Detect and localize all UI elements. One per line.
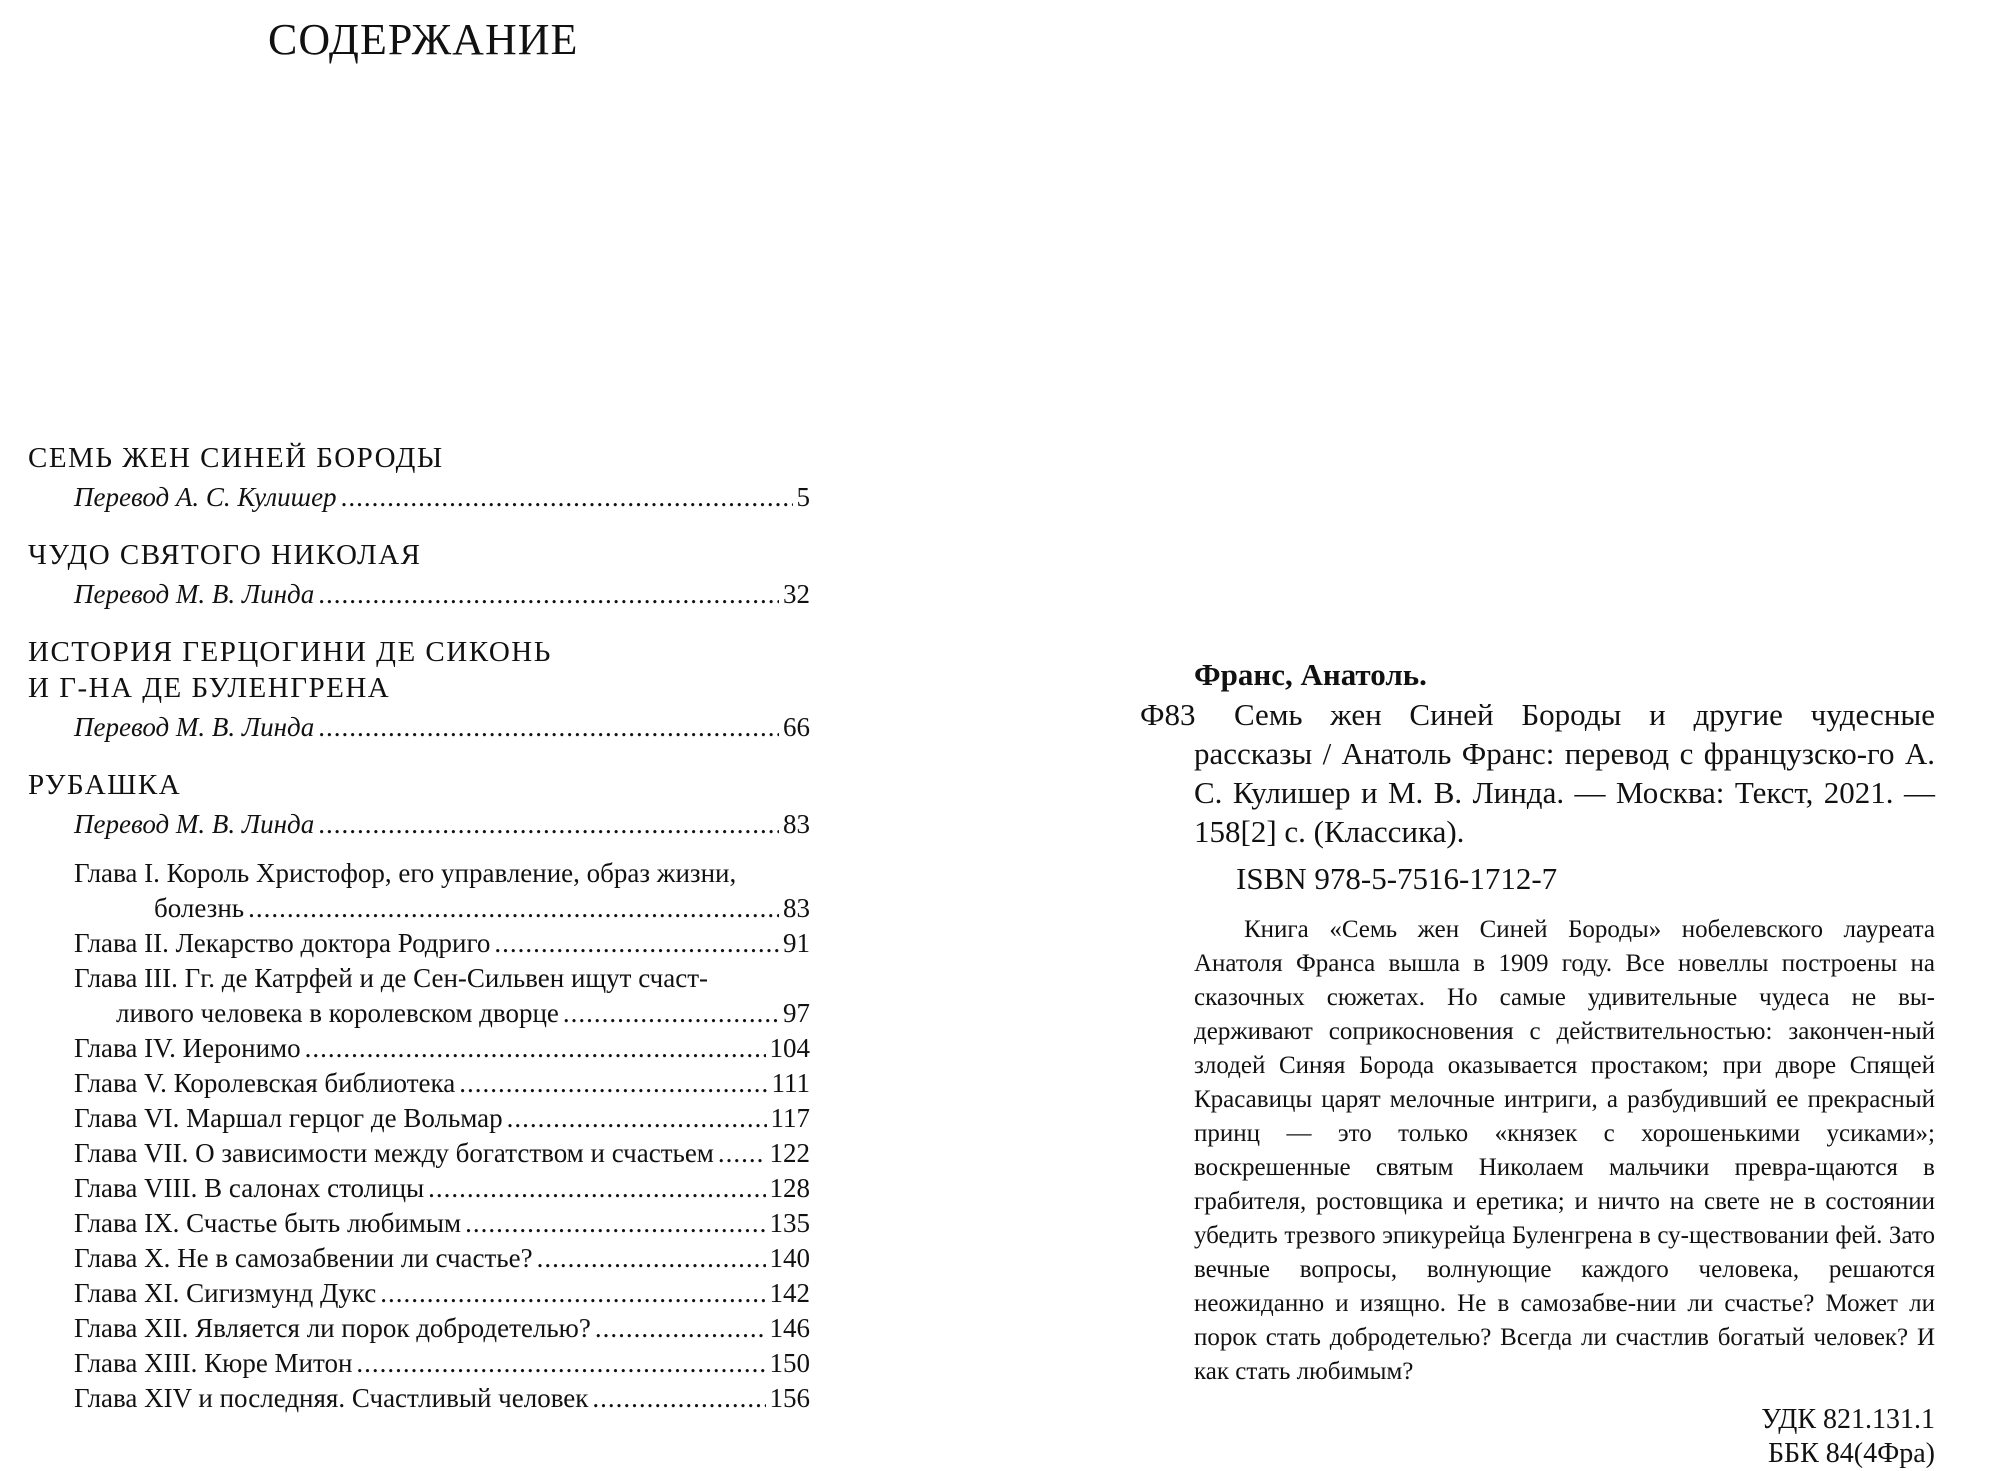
- chapter-title: Глава VII. О зависимости между богатством и счастьем: [74, 1138, 714, 1168]
- toc-section: [28, 634, 810, 745]
- toc-section: [28, 767, 810, 842]
- chapter-entry: [28, 1276, 810, 1311]
- catalog-card: [1140, 655, 1935, 1471]
- page-number: 117: [770, 1103, 810, 1133]
- chapter-title: Глава III. Гг. де Катрфей и де Сен-Сильвен ищут счаст-: [74, 963, 709, 993]
- chapter-title: Глава X. Не в самозабвении ли счастье?: [74, 1243, 533, 1273]
- chapter-title: Глава XIII. Кюре Митон: [74, 1348, 353, 1378]
- chapter-entry: [28, 1241, 810, 1276]
- page-number: 111: [771, 1068, 810, 1098]
- chapter-title-line2: ливого человека в королевском дворце: [116, 998, 559, 1028]
- chapter-entry: [28, 856, 810, 926]
- translator-credit: Перевод М. В. Линда: [74, 579, 315, 609]
- chapter-title: Глава IX. Счастье быть любимым: [74, 1208, 462, 1238]
- dot-leader: [494, 926, 779, 961]
- chapter-continuation: [74, 891, 810, 926]
- page-number: 122: [769, 1138, 810, 1168]
- page-number: 83: [783, 809, 810, 839]
- chapter-title: Глава VIII. В салонах столицы: [74, 1173, 425, 1203]
- dot-leader: [563, 996, 779, 1031]
- toc-entry: [28, 807, 810, 842]
- translator-credit: Перевод А. С. Кулишер: [74, 482, 337, 512]
- author-heading: Франс, Анатоль.: [1194, 657, 1427, 692]
- udk-code: УДК 821.131.1: [1761, 1404, 1935, 1435]
- chapter-continuation: [74, 996, 810, 1031]
- page-number: 142: [769, 1278, 810, 1308]
- dot-leader: [465, 1206, 765, 1241]
- dot-leader: [341, 480, 793, 515]
- page-number: 128: [769, 1173, 810, 1203]
- page-number: 83: [783, 893, 810, 923]
- section-title: ИСТОРИЯ ГЕРЦОГИНИ ДЕ СИКОНЬ: [28, 636, 552, 668]
- dot-leader: [537, 1241, 766, 1276]
- dot-leader: [428, 1171, 765, 1206]
- chapter-title-line2: болезнь: [154, 893, 245, 923]
- toc-section: [28, 537, 810, 612]
- toc-entry: [28, 710, 810, 745]
- dot-leader: [459, 1066, 767, 1101]
- chapter-entry: [28, 961, 810, 1031]
- page-number: 135: [769, 1208, 810, 1238]
- chapter-title: Глава V. Королевская библиотека: [74, 1068, 456, 1098]
- chapter-entry: [28, 1381, 810, 1416]
- chapter-entry: [28, 1171, 810, 1206]
- dot-leader: [595, 1311, 766, 1346]
- chapter-entry: [28, 1101, 810, 1136]
- section-title: ЧУДО СВЯТОГО НИКОЛАЯ: [28, 539, 422, 571]
- dot-leader: [305, 1031, 766, 1066]
- page-number: 150: [769, 1348, 810, 1378]
- page-number: 140: [769, 1243, 810, 1273]
- page-number: 97: [783, 998, 810, 1028]
- table-of-contents: [28, 440, 810, 1416]
- classification-codes: [1140, 1403, 1935, 1471]
- chapter-entry: [28, 926, 810, 961]
- page-number: 156: [769, 1383, 810, 1413]
- page-number: 146: [769, 1313, 810, 1343]
- page-title: СОДЕРЖАНИЕ: [268, 15, 579, 64]
- dot-leader: [248, 891, 779, 926]
- section-title: СЕМЬ ЖЕН СИНЕЙ БОРОДЫ: [28, 442, 444, 474]
- chapter-title: Глава XI. Сигизмунд Дукс: [74, 1278, 377, 1308]
- page-number: 66: [783, 712, 810, 742]
- dot-leader: [318, 710, 779, 745]
- chapter-entry: [28, 1346, 810, 1381]
- bbk-code: ББК 84(4Фра): [1767, 1438, 1935, 1469]
- chapter-title: Глава IV. Иеронимо: [74, 1033, 301, 1063]
- translator-credit: Перевод М. В. Линда: [74, 712, 315, 742]
- dot-leader: [356, 1346, 765, 1381]
- bibliographic-description: [1140, 695, 1935, 851]
- chapter-entry: [28, 1206, 810, 1241]
- annotation: Книга «Семь жен Синей Бороды» нобелевского лауреата Анатоля Франса вышла в 1909 году. Все новеллы построены на сказочных сюжетах. Но самые удивительные чудеса не вы-держивают соприкосновения с действительностью: закончен-ный злодей Синяя Борода оказывается простаком; при дворе Спящей Красавицы царят мелочные интриги, а разбудивший ее прекрасный принц — это только «князек с хорошенькими усиками»; воскрешенные святым Николаем мальчики превра-щаются в грабителя, ростовщика и еретика; и ничто на свете не в состоянии убедить трезвого эпикурейца Буленгрена в су-ществовании фей. Зато вечные вопросы, волнующие каждого человека, решаются неожиданно и изящно. Не в самозабве-нии ли счастье? Может ли порок стать добродетелью? Всегда ли счастлив богатый человек? И как стать любимым?: [1194, 916, 1935, 1385]
- chapter-title: Глава II. Лекарство доктора Родриго: [74, 928, 491, 958]
- chapter-title: Глава VI. Маршал герцог де Вольмар: [74, 1103, 503, 1133]
- chapter-entry: [28, 1136, 810, 1171]
- section-title-line2: И Г-НА ДЕ БУЛЕНГРЕНА: [28, 672, 391, 704]
- translator-credit: Перевод М. В. Линда: [74, 809, 315, 839]
- page-number: 104: [769, 1033, 810, 1063]
- dot-leader: [718, 1136, 766, 1171]
- page-number: 91: [783, 928, 810, 958]
- toc-section: [28, 440, 810, 515]
- author-sign: Ф83: [1140, 697, 1196, 732]
- chapter-list: [28, 856, 810, 1416]
- section-title: РУБАШКА: [28, 769, 182, 801]
- toc-entry: [28, 480, 810, 515]
- chapter-entry: [28, 1031, 810, 1066]
- dot-leader: [592, 1381, 765, 1416]
- chapter-entry: [28, 1311, 810, 1346]
- dot-leader: [318, 807, 779, 842]
- dot-leader: [507, 1101, 767, 1136]
- page-number: 5: [796, 482, 810, 512]
- page-number: 32: [783, 579, 810, 609]
- chapter-title: Глава XII. Является ли порок добродетелью?: [74, 1313, 591, 1343]
- chapter-entry: [28, 1066, 810, 1101]
- chapter-title: Глава I. Король Христофор, его управление, образ жизни,: [74, 858, 737, 888]
- dot-leader: [380, 1276, 765, 1311]
- bibliography-text: Семь жен Синей Бороды и другие чудесные рассказы / Анатоль Франс: перевод с французско-го А. С. Кулишер и М. В. Линда. — Москва: Текст, 2021. — 158[2] с. (Классика).: [1194, 697, 1935, 849]
- toc-entry: [28, 577, 810, 612]
- isbn: ISBN 978-5-7516-1712-7: [1236, 861, 1558, 896]
- chapter-title: Глава XIV и последняя. Счастливый человек: [74, 1383, 589, 1413]
- dot-leader: [318, 577, 779, 612]
